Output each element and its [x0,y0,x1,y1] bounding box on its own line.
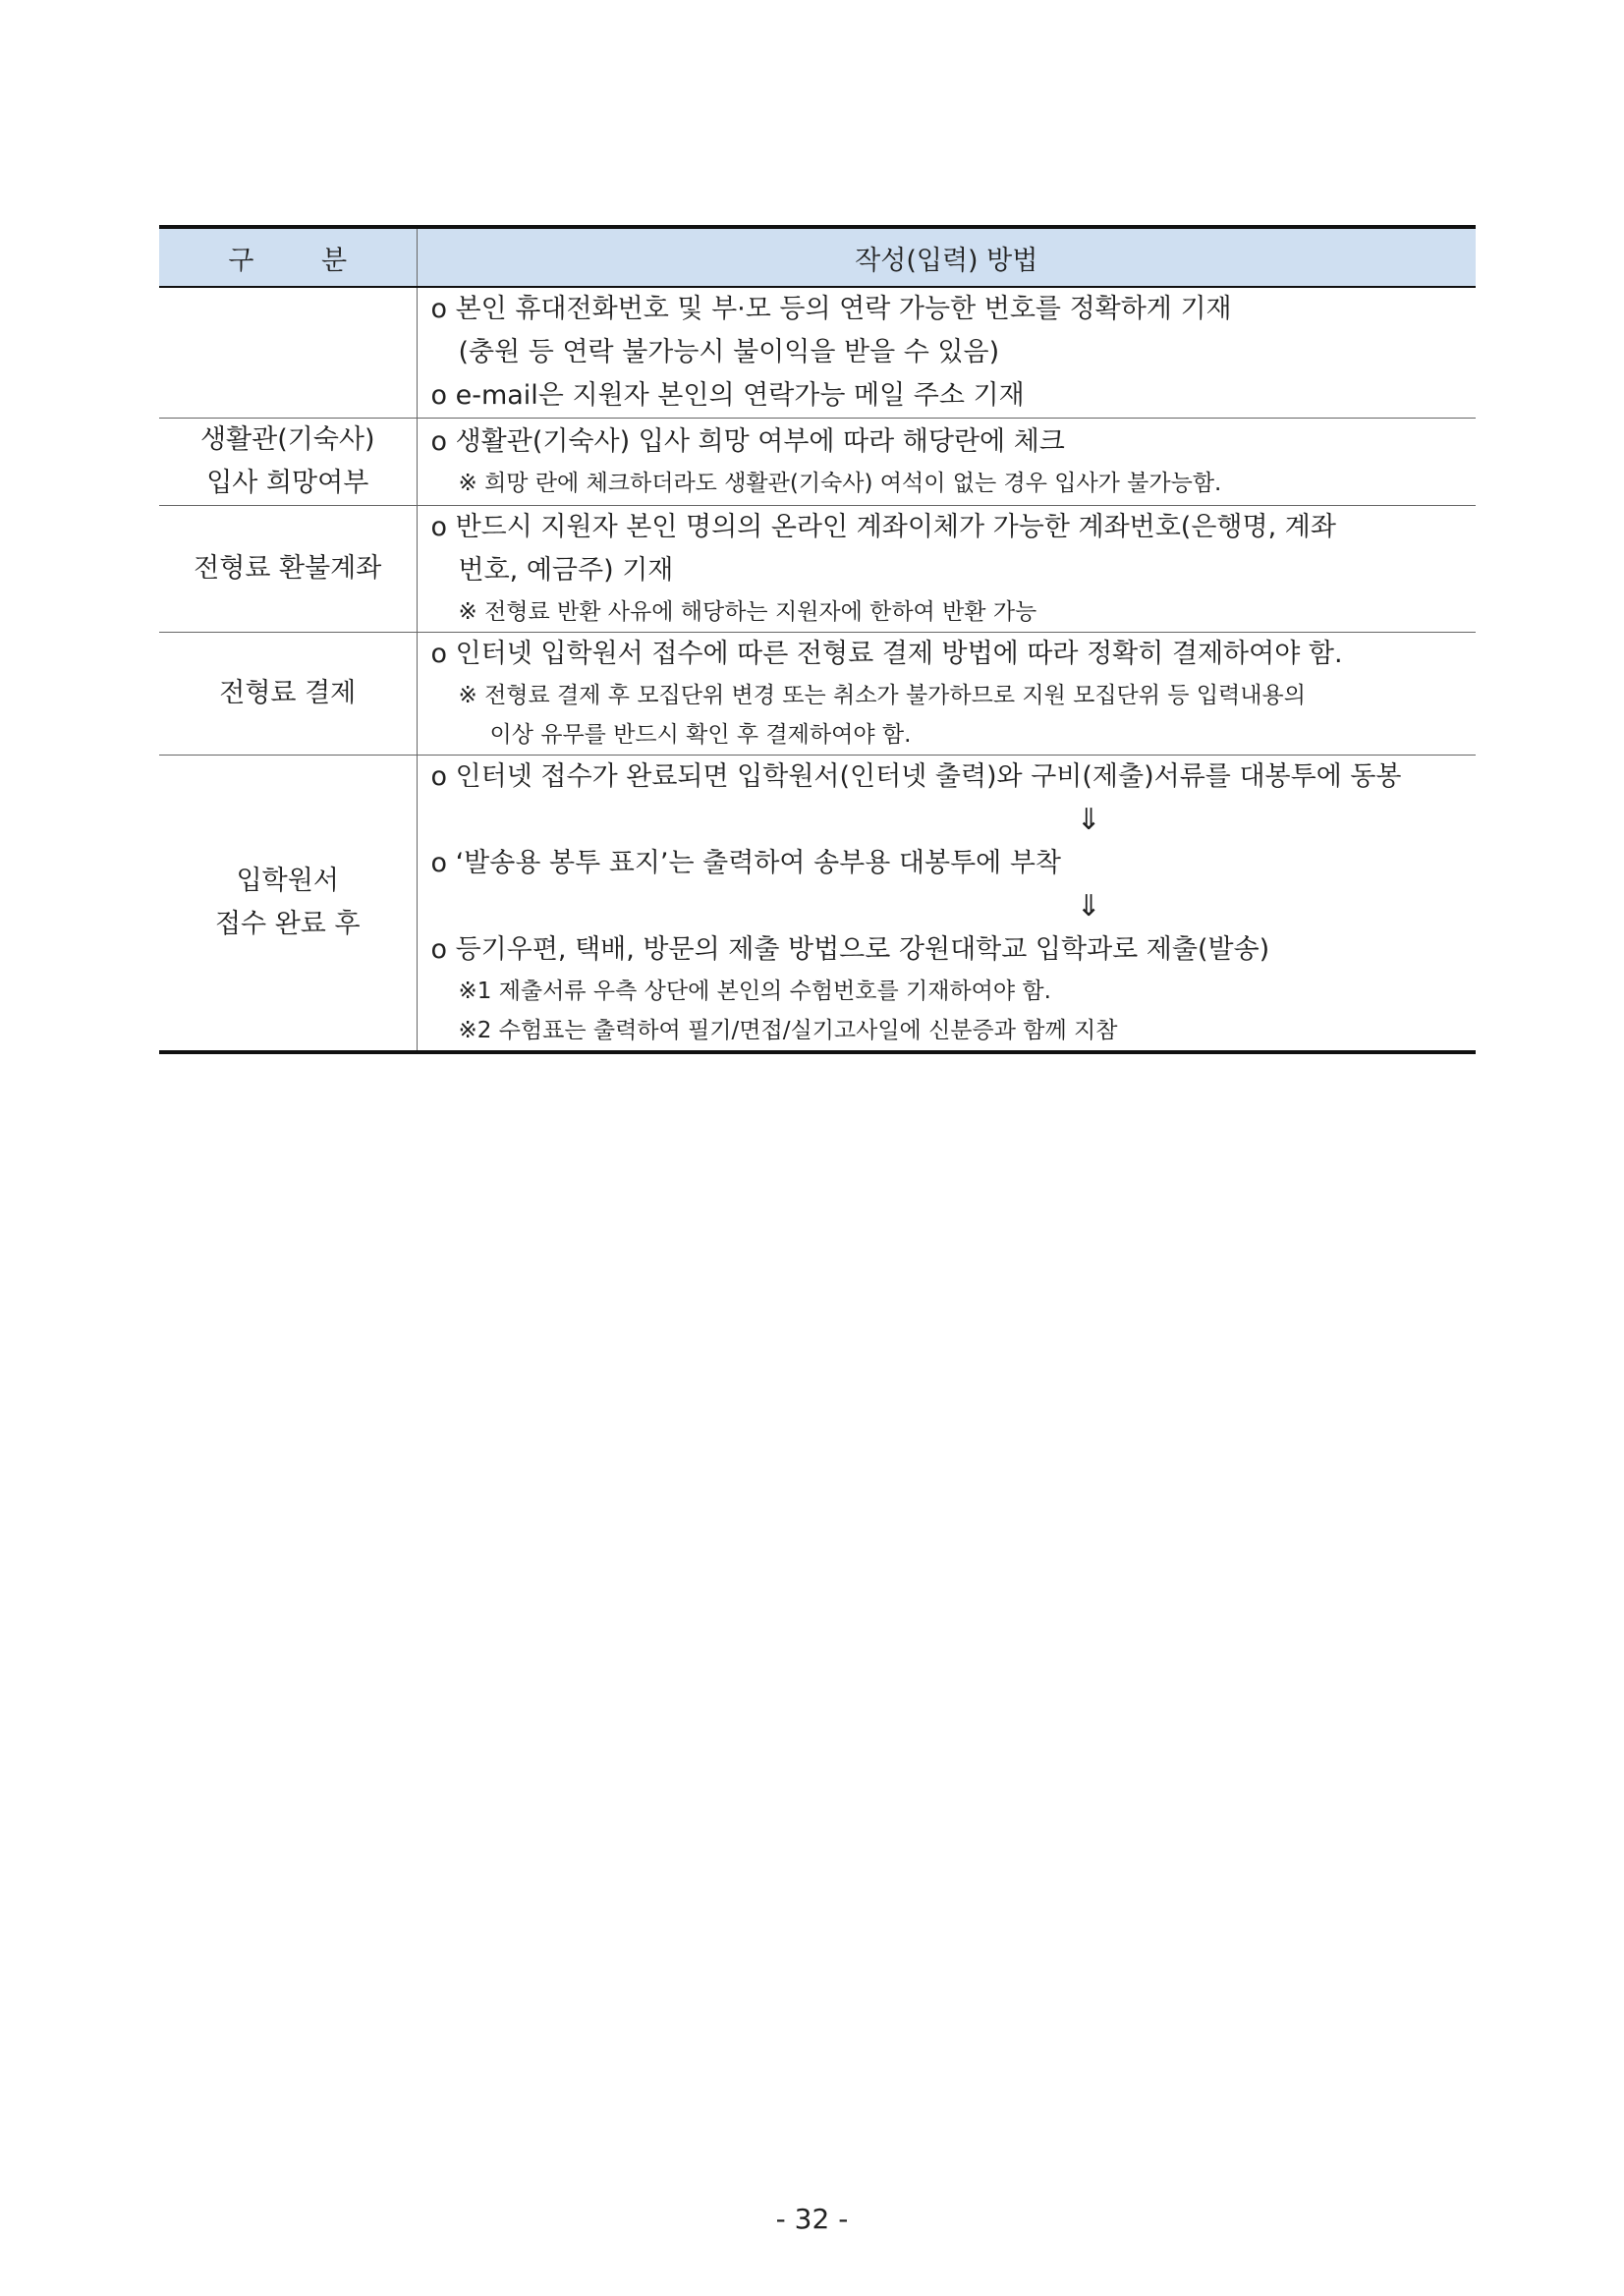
row3-line2: 번호, 예금주) 기재 [458,555,674,586]
down-arrow-icon: ⇓ [1076,889,1101,924]
table-row [159,419,1476,506]
row5-category [159,756,417,1053]
row2-category-line2: 입사 희망여부 [206,468,369,498]
row3-content [417,506,1476,633]
row2-line: o 생활관(기숙사) 입사 희망 여부에 따라 해당란에 체크 [430,426,1065,457]
application-guide-table [159,225,1476,1054]
row4-category: 전형료 결제 [159,633,417,756]
row2-content [417,419,1476,506]
header-category: 구 분 [159,227,417,287]
row5-note1: ※1 제출서류 우측 상단에 본인의 수험번호를 기재하여야 함. [458,979,1051,1004]
table-row [159,756,1476,1053]
row3-note: ※ 전형료 반환 사유에 해당하는 지원자에 한하여 반환 가능 [458,599,1037,625]
row5-step3: o 등기우편, 택배, 방문의 제출 방법으로 강원대학교 입학과로 제출(발송) [430,934,1270,965]
row1-category [159,287,417,419]
row5-category-line2: 접수 완료 후 [214,909,361,939]
row1-content [417,287,1476,419]
row3-category: 전형료 환불계좌 [159,506,417,633]
row4-line: o 인터넷 입학원서 접수에 따른 전형료 결제 방법에 따라 정확히 결제하여야 함. [430,639,1343,669]
row2-category-line1: 생활관(기숙사) [199,424,375,455]
row5-category-line1: 입학원서 [236,866,339,896]
row1-line3: o e-mail은 지원자 본인의 연락가능 메일 주소 기재 [430,380,1025,411]
table-row [159,506,1476,633]
table-header-row [159,227,1476,287]
row5-note2: ※2 수험표는 출력하여 필기/면접/실기고사일에 신분증과 함께 지참 [458,1018,1118,1043]
row2-note: ※ 희망 란에 체크하더라도 생활관(기숙사) 여석이 없는 경우 입사가 불가능함. [458,471,1222,496]
down-arrow-icon: ⇓ [1076,803,1101,837]
row3-line1: o 반드시 지원자 본인 명의의 온라인 계좌이체가 가능한 계좌번호(은행명, 계좌 [430,512,1336,542]
row5-step1: o 인터넷 접수가 완료되면 입학원서(인터넷 출력)와 구비(제출)서류를 대봉투에 동봉 [430,761,1402,792]
page-number: - 32 - [775,2203,849,2235]
row4-note2: 이상 유무를 반드시 확인 후 결제하여야 함. [489,722,912,748]
row5-step2: o ‘발송용 봉투 표지’는 출력하여 송부용 대봉투에 부착 [430,848,1061,878]
row4-content [417,633,1476,756]
row5-content [417,756,1476,1053]
row1-line2: (충원 등 연락 불가능시 불이익을 받을 수 있음) [458,337,1000,367]
table-row [159,633,1476,756]
row4-note1: ※ 전형료 결제 후 모집단위 변경 또는 취소가 불가하므로 지원 모집단위 등 입력내용의 [458,683,1306,708]
row2-category [159,419,417,506]
row1-line1: o 본인 휴대전화번호 및 부·모 등의 연락 가능한 번호를 정확하게 기재 [430,294,1232,324]
table-row [159,287,1476,419]
header-method: 작성(입력) 방법 [417,227,1476,287]
